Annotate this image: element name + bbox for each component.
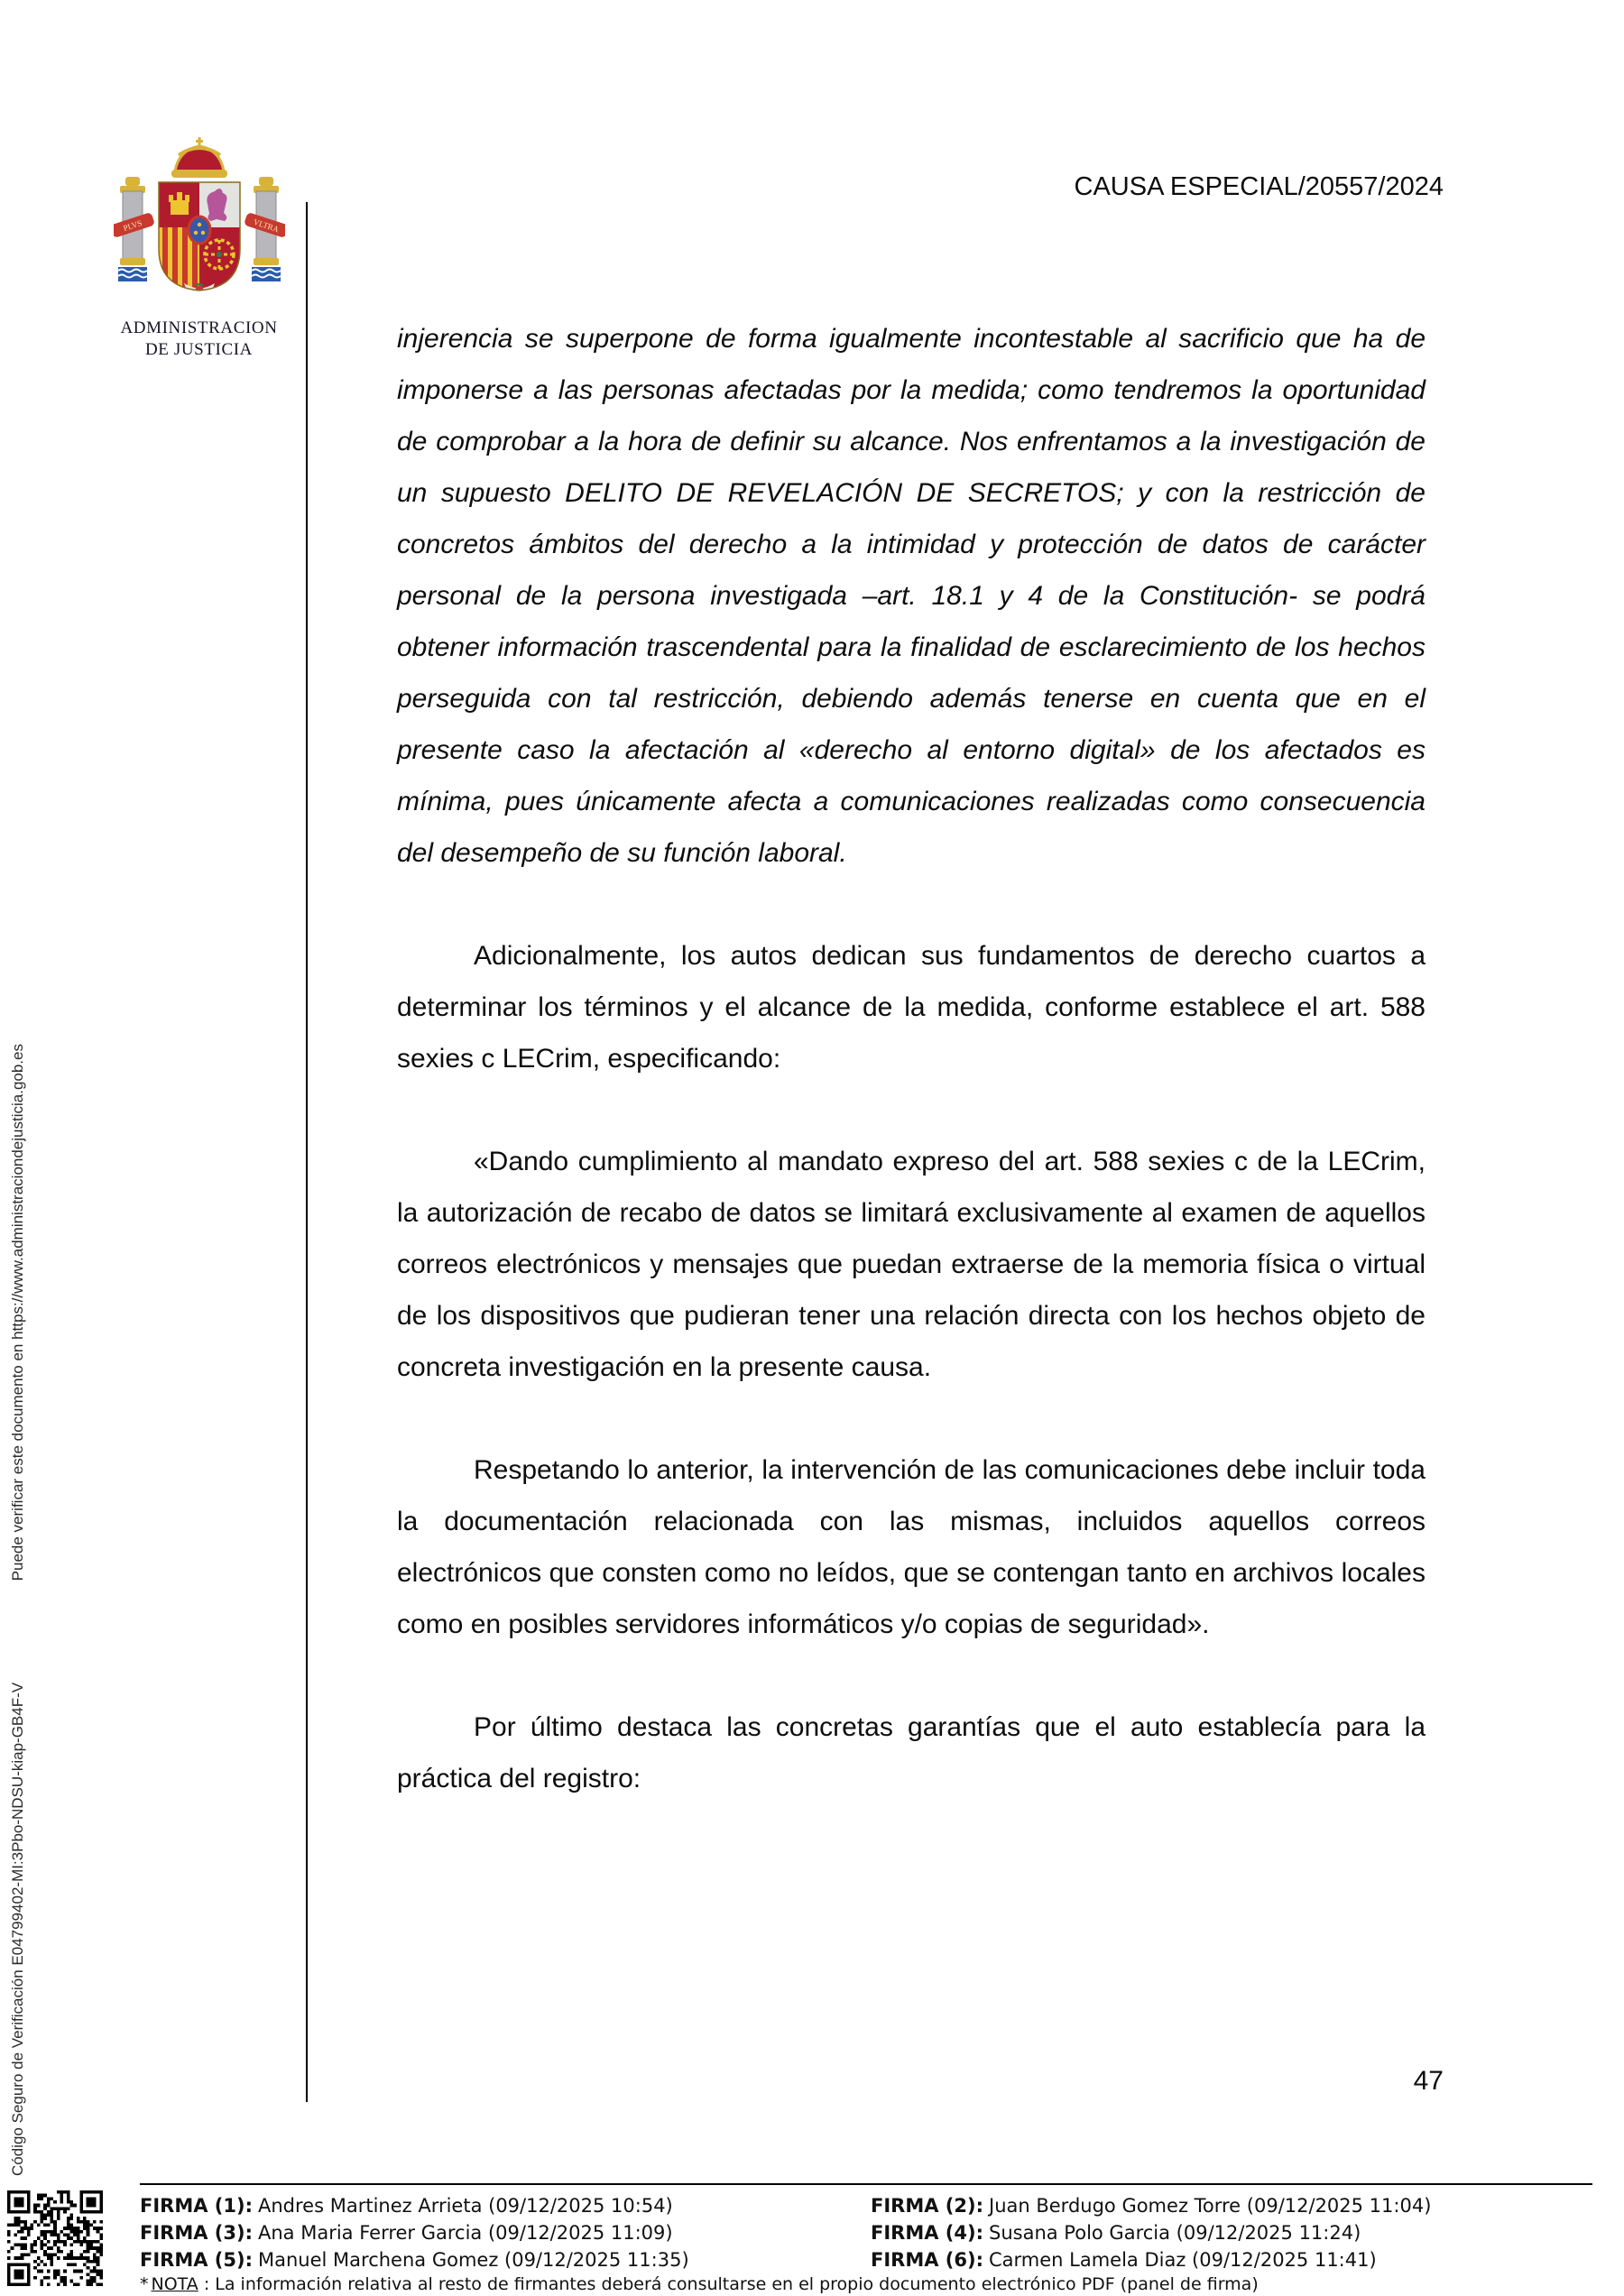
footer-note	[140, 2274, 1259, 2294]
page-number: 47	[1413, 2066, 1444, 2096]
signature-value: Andres Martinez Arrieta (09/12/2025 10:54)	[258, 2195, 673, 2217]
signature-entry	[871, 2246, 1431, 2273]
body-paragraph-1: injerencia se superpone de forma igualmente incontestable al sacrificio que ha de imponerse a las personas afectadas por la medida; como tendremos la oportunidad de comprobar a la hora de definir su alcance. Nos enfrentamos a la investigación de un supuesto DELITO DE REVELACIÓN DE SECRETOS; y con la restricción de concretos ámbitos del derecho a la intimidad y protección de datos de carácter personal de la persona investigada –art. 18.1 y 4 de la Constitución- se podrá obtener información trascendental para la finalidad de esclarecimiento de los hechos perseguida con tal restricción, debiendo además tenerse en cuenta que en el presente caso la afectación al «derecho al entorno digital» de los afectados es mínima, pues únicamente afecta a comunicaciones realizadas como consecuencia del desempeño de su función laboral.	[397, 324, 1426, 868]
vertical-divider	[306, 202, 308, 2102]
body-paragraph-2: Adicionalmente, los autos dedican sus fundamentos de derecho cuartos a determinar los términos y el alcance de la medida, conforme establece el art. 588 sexies c LECrim, especificando:	[397, 941, 1426, 1074]
svg-text:PLVS: PLVS	[121, 217, 143, 234]
org-name-line1: ADMINISTRACION	[120, 318, 278, 337]
signature-label: FIRMA (5):	[140, 2249, 253, 2271]
signature-label: FIRMA (2):	[871, 2195, 983, 2217]
body-paragraph-4: Respetando lo anterior, la intervención de las comunicaciones debe incluir toda la documentación relacionada con las mismas, incluidos aquellos correos electrónicos que consten como no leídos, que se contengan tanto en archivos locales como en posibles servidores informáticos y/o copias de seguridad».	[397, 1455, 1426, 1639]
footnote-label: NOTA	[151, 2274, 198, 2294]
signature-label: FIRMA (1):	[140, 2195, 253, 2217]
body-paragraph-3: «Dando cumplimiento al mandato expreso del art. 588 sexies c de la LECrim, la autorización de recabo de datos se limitará exclusivamente al examen de aquellos correos electrónicos y mensajes que puedan extraerse de la memoria física o virtual de los dispositivos que pudieran tener una relación directa con los hechos objeto de concreta investigación en la presente causa.	[397, 1147, 1426, 1382]
signature-value: Manuel Marchena Gomez (09/12/2025 11:35)	[258, 2249, 689, 2271]
signature-entry	[140, 2192, 689, 2219]
signature-value: Susana Polo Garcia (09/12/2025 11:24)	[989, 2222, 1361, 2244]
signature-value: Ana Maria Ferrer Garcia (09/12/2025 11:09)	[258, 2222, 673, 2244]
footnote-text: : La información relativa al resto de firmantes deberá consultarse en el propio documento electrónico PDF (panel de firma)	[198, 2274, 1259, 2294]
secure-verification-code: Código Seguro de Verificación E04799402-MI:3Pbo-NDSU-kiap-GB4F-V	[9, 1682, 26, 2176]
footnote-asterisk: *	[140, 2274, 149, 2294]
signature-column-right	[871, 2192, 1431, 2273]
signature-entry	[140, 2219, 689, 2246]
signature-entry	[871, 2219, 1431, 2246]
signature-label: FIRMA (3):	[140, 2222, 253, 2244]
signature-value: Juan Berdugo Gomez Torre (09/12/2025 11:04)	[989, 2195, 1432, 2217]
signature-column-left	[140, 2192, 689, 2273]
verification-sidebar	[7, 1044, 29, 2176]
case-number-header: CAUSA ESPECIAL/20557/2024	[1074, 172, 1444, 201]
svg-text:VLTRA: VLTRA	[252, 217, 280, 235]
signature-entry	[871, 2192, 1431, 2219]
verification-url-text: Puede verificar este documento en https://www.administraciondejusticia.gob.es	[9, 1044, 26, 1581]
signature-label: FIRMA (4):	[871, 2222, 983, 2244]
footer-divider	[140, 2183, 1592, 2185]
document-body	[397, 313, 1426, 1856]
signature-label: FIRMA (6):	[871, 2249, 983, 2271]
qr-code	[7, 2190, 103, 2286]
body-paragraph-5: Por último destaca las concretas garantías que el auto establecía para la práctica del registro:	[397, 1712, 1426, 1793]
signature-value: Carmen Lamela Diaz (09/12/2025 11:41)	[989, 2249, 1377, 2271]
ministry-logo	[106, 135, 291, 361]
org-name-line2: DE JUSTICIA	[144, 340, 253, 359]
signature-entry	[140, 2246, 689, 2273]
spain-coat-of-arms-icon	[114, 135, 285, 312]
